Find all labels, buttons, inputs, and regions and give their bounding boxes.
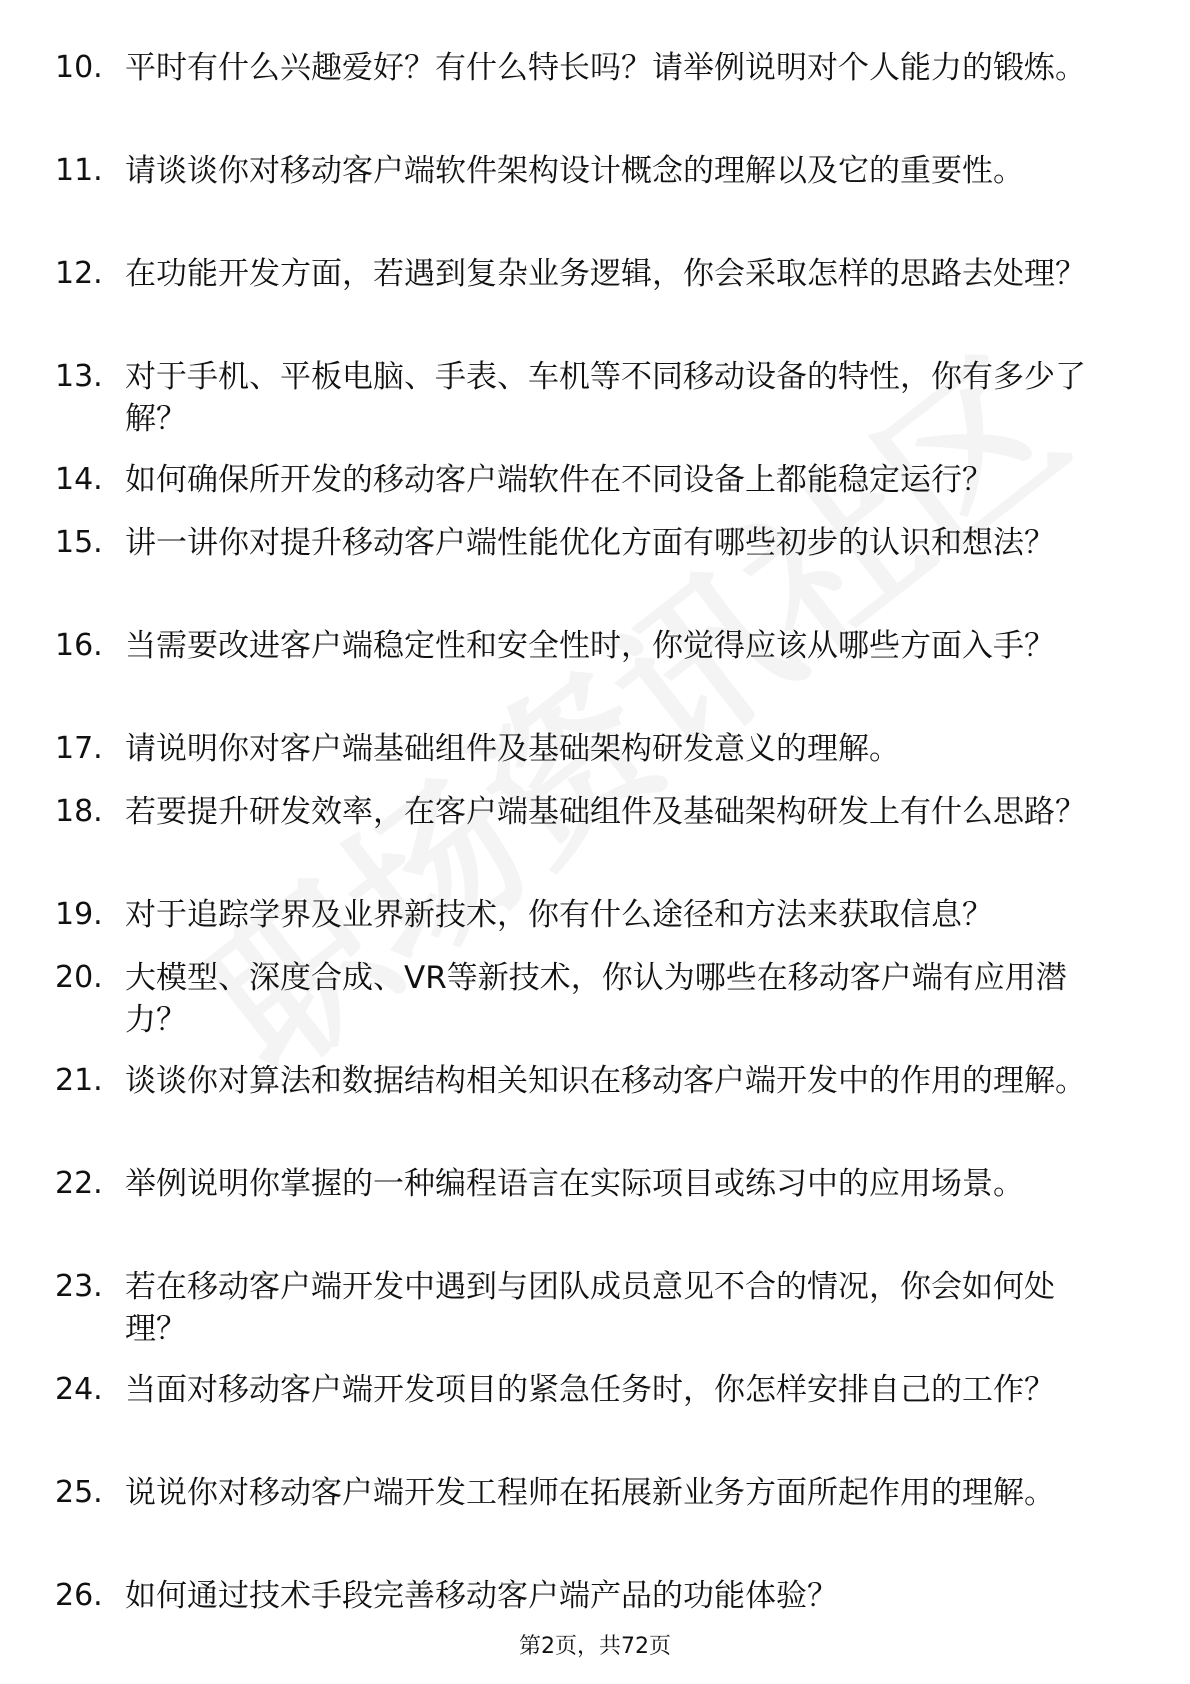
item-number: 15. bbox=[55, 525, 103, 560]
list-item bbox=[0, 47, 1190, 137]
item-text: 当需要改进客户端稳定性和安全性时，你觉得应该从哪些方面入手？ bbox=[125, 628, 1055, 664]
item-text: 谈谈你对算法和数据结构相关知识在移动客户端开发中的作用的理解。 bbox=[125, 1063, 1086, 1099]
item-text: 对于追踪学界及业界新技术，你有什么途径和方法来获取信息？ bbox=[125, 897, 993, 933]
list-item bbox=[0, 253, 1190, 343]
item-text: 说说你对移动客户端开发工程师在拓展新业务方面所起作用的理解。 bbox=[125, 1475, 1055, 1511]
item-text: 讲一讲你对提升移动客户端性能优化方面有哪些初步的认识和想法？ bbox=[125, 525, 1055, 561]
list-item bbox=[0, 957, 1190, 1047]
item-number: 21. bbox=[55, 1063, 103, 1098]
item-text: 当面对移动客户端开发项目的紧急任务时，你怎样安排自己的工作？ bbox=[125, 1372, 1055, 1408]
list-item bbox=[0, 1472, 1190, 1562]
page-footer: 第2页，共72页 bbox=[519, 1634, 671, 1659]
item-number: 20. bbox=[55, 960, 103, 995]
item-number: 17. bbox=[55, 731, 103, 766]
item-number: 16. bbox=[55, 628, 103, 663]
list-item bbox=[0, 522, 1190, 612]
question-list bbox=[0, 47, 1190, 1638]
list-item bbox=[0, 1060, 1190, 1150]
item-number: 11. bbox=[55, 153, 103, 188]
item-text: 对于手机、平板电脑、手表、车机等不同移动设备的特性，你有多少了解？ bbox=[125, 359, 1086, 437]
item-number: 13. bbox=[55, 359, 103, 394]
item-text: 如何通过技术手段完善移动客户端产品的功能体验？ bbox=[125, 1578, 838, 1614]
item-number: 23. bbox=[55, 1269, 103, 1304]
item-number: 19. bbox=[55, 897, 103, 932]
list-item bbox=[0, 1369, 1190, 1459]
item-number: 18. bbox=[55, 794, 103, 829]
list-item bbox=[0, 728, 1190, 768]
list-item bbox=[0, 459, 1190, 499]
item-text: 若在移动客户端开发中遇到与团队成员意见不合的情况，你会如何处理？ bbox=[125, 1269, 1055, 1347]
item-number: 12. bbox=[55, 256, 103, 291]
item-text: 若要提升研发效率，在客户端基础组件及基础架构研发上有什么思路？ bbox=[125, 794, 1086, 830]
list-item bbox=[0, 1163, 1190, 1253]
item-text: 请谈谈你对移动客户端软件架构设计概念的理解以及它的重要性。 bbox=[125, 153, 1024, 189]
item-number: 24. bbox=[55, 1372, 103, 1407]
list-item bbox=[0, 791, 1190, 881]
item-text: 平时有什么兴趣爱好？有什么特长吗？请举例说明对个人能力的锻炼。 bbox=[125, 50, 1086, 86]
item-text: 在功能开发方面，若遇到复杂业务逻辑，你会采取怎样的思路去处理？ bbox=[125, 256, 1086, 292]
item-text: 大模型、深度合成、VR等新技术，你认为哪些在移动客户端有应用潜力？ bbox=[125, 960, 1067, 1038]
list-item bbox=[0, 894, 1190, 934]
list-item bbox=[0, 625, 1190, 715]
list-item bbox=[0, 1266, 1190, 1356]
item-text: 请说明你对客户端基础组件及基础架构研发意义的理解。 bbox=[125, 731, 900, 767]
item-number: 22. bbox=[55, 1166, 103, 1201]
list-item bbox=[0, 1575, 1190, 1615]
item-number: 10. bbox=[55, 50, 103, 85]
item-text: 举例说明你掌握的一种编程语言在实际项目或练习中的应用场景。 bbox=[125, 1166, 1024, 1202]
item-number: 14. bbox=[55, 462, 103, 497]
list-item bbox=[0, 150, 1190, 240]
item-number: 26. bbox=[55, 1578, 103, 1613]
item-text: 如何确保所开发的移动客户端软件在不同设备上都能稳定运行？ bbox=[125, 462, 993, 498]
list-item bbox=[0, 356, 1190, 446]
item-number: 25. bbox=[55, 1475, 103, 1510]
